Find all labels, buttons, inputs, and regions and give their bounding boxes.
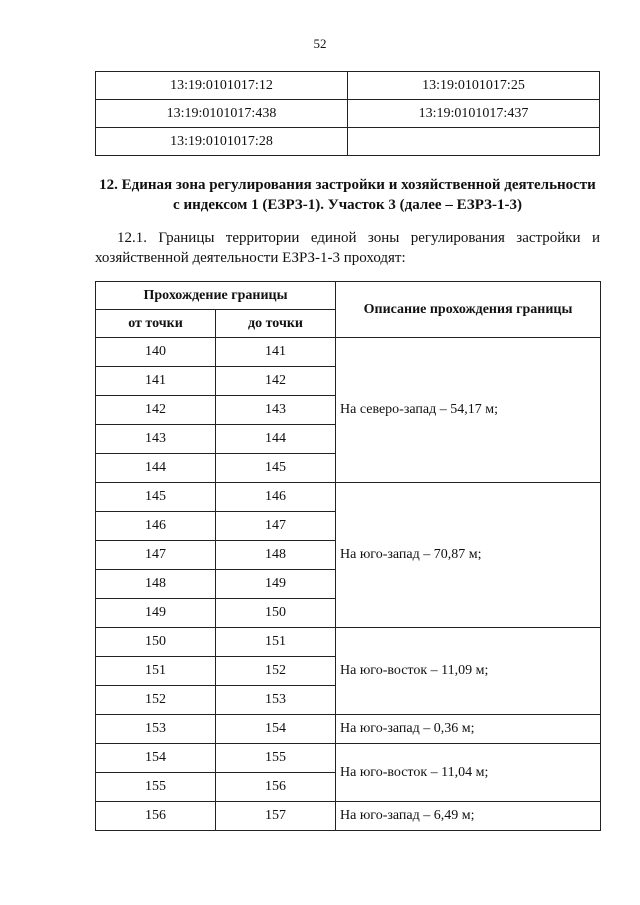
header-boundary-passage: Прохождение границы (96, 282, 336, 310)
from-point-cell: 154 (96, 744, 216, 773)
header-to-point: до точки (216, 310, 336, 338)
to-point-cell: 148 (216, 541, 336, 570)
description-cell: На северо-запад – 54,17 м; (336, 338, 601, 483)
from-point-cell: 151 (96, 657, 216, 686)
description-cell: На юго-восток – 11,04 м; (336, 744, 601, 802)
cadastral-number-cell: 13:19:0101017:437 (348, 100, 600, 128)
cadastral-number-cell: 13:19:0101017:438 (96, 100, 348, 128)
to-point-cell: 141 (216, 338, 336, 367)
from-point-cell: 146 (96, 512, 216, 541)
to-point-cell: 157 (216, 802, 336, 831)
cadastral-number-cell (348, 128, 600, 156)
to-point-cell: 152 (216, 657, 336, 686)
to-point-cell: 149 (216, 570, 336, 599)
from-point-cell: 150 (96, 628, 216, 657)
from-point-cell: 141 (96, 367, 216, 396)
from-point-cell: 147 (96, 541, 216, 570)
table-row (96, 72, 600, 100)
section-heading: 12. Единая зона регулирования застройки и хозяйственной деятельности с индексом 1 (ЕЗРЗ-1). Участок 3 (далее – ЕЗРЗ-1-3) (99, 177, 596, 213)
table-row (96, 628, 601, 657)
from-point-cell: 156 (96, 802, 216, 831)
cadastral-number-cell: 13:19:0101017:25 (348, 72, 600, 100)
to-point-cell: 150 (216, 599, 336, 628)
to-point-cell: 155 (216, 744, 336, 773)
table-row (96, 338, 601, 367)
cadastral-number-cell: 13:19:0101017:12 (96, 72, 348, 100)
header-description: Описание прохождения границы (336, 282, 601, 338)
table-row (96, 483, 601, 512)
description-cell: На юго-запад – 6,49 м; (336, 802, 601, 831)
cadastral-number-cell: 13:19:0101017:28 (96, 128, 348, 156)
table-row (96, 802, 601, 831)
to-point-cell: 153 (216, 686, 336, 715)
from-point-cell: 152 (96, 686, 216, 715)
table-row (96, 128, 600, 156)
to-point-cell: 147 (216, 512, 336, 541)
table-row (96, 744, 601, 773)
from-point-cell: 148 (96, 570, 216, 599)
header-from-point: от точки (96, 310, 216, 338)
from-point-cell: 142 (96, 396, 216, 425)
to-point-cell: 146 (216, 483, 336, 512)
to-point-cell: 151 (216, 628, 336, 657)
to-point-cell: 142 (216, 367, 336, 396)
description-cell: На юго-запад – 70,87 м; (336, 483, 601, 628)
to-point-cell: 145 (216, 454, 336, 483)
description-cell: На юго-восток – 11,09 м; (336, 628, 601, 715)
to-point-cell: 154 (216, 715, 336, 744)
boundary-table (95, 281, 601, 831)
from-point-cell: 155 (96, 773, 216, 802)
from-point-cell: 144 (96, 454, 216, 483)
description-cell: На юго-запад – 0,36 м; (336, 715, 601, 744)
cadastral-table (95, 71, 600, 156)
from-point-cell: 143 (96, 425, 216, 454)
to-point-cell: 144 (216, 425, 336, 454)
section-paragraph: 12.1. Границы территории единой зоны регулирования застройки и хозяйственной деятельности ЕЗРЗ-1-3 проходят: (95, 230, 600, 266)
page-number: 52 (313, 36, 327, 51)
from-point-cell: 140 (96, 338, 216, 367)
to-point-cell: 156 (216, 773, 336, 802)
table-row (96, 715, 601, 744)
from-point-cell: 149 (96, 599, 216, 628)
from-point-cell: 145 (96, 483, 216, 512)
from-point-cell: 153 (96, 715, 216, 744)
table-row (96, 100, 600, 128)
to-point-cell: 143 (216, 396, 336, 425)
